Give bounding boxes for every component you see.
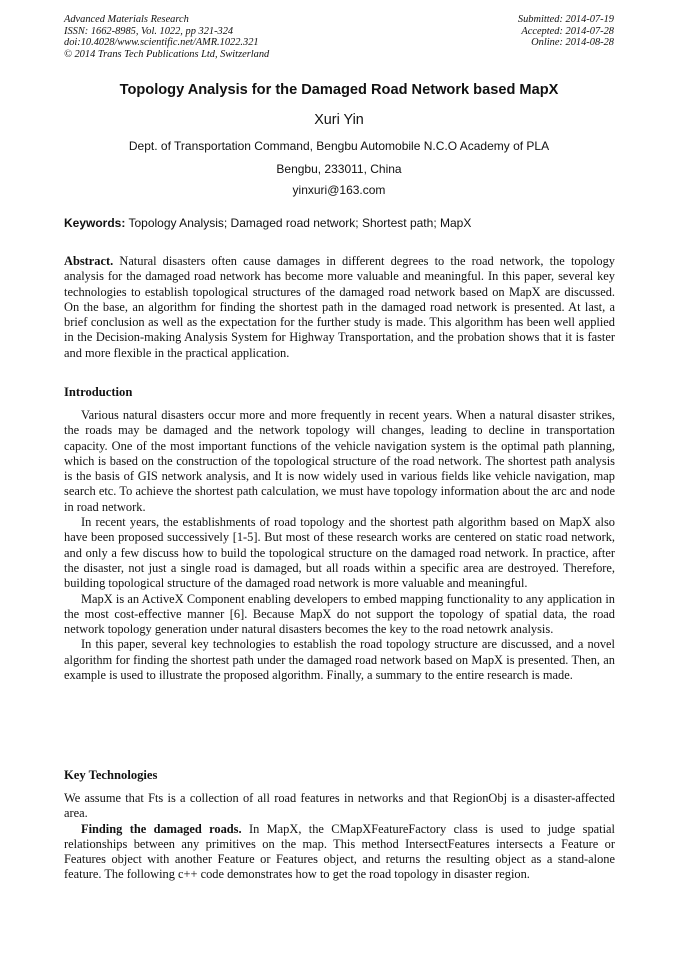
affiliation-department: Dept. of Transportation Command, Bengbu Automobile N.C.O Academy of PLA xyxy=(128,139,550,153)
intro-paragraph: MapX is an ActiveX Component enabling developers to embed mapping functionality to any application in the most cost-effective manner [6]. Because MapX do not support the topology of spatial data, the road network topology generation under natural disasters becomes the key to the road netowrk analysis. xyxy=(64,591,615,637)
abstract-label: Abstract. xyxy=(64,254,114,268)
key-technologies-heading: Key Technologies xyxy=(64,768,158,782)
kt-paragraph-damaged-roads xyxy=(64,822,615,883)
issn-line: ISSN: 1662-8985, Vol. 1022, pp 321-324 xyxy=(64,25,234,37)
introduction-body xyxy=(64,408,615,683)
author-name: Xuri Yin xyxy=(314,112,364,128)
keywords xyxy=(64,216,616,230)
author-email: yinxuri@163.com xyxy=(292,183,386,197)
journal-header xyxy=(64,14,269,60)
intro-paragraph: Various natural disasters occur more and more frequently in recent years. When a natural disaster strikes, the roads may be damaged and the network topology will changes, leading to decline in transportation capacity. One of the most important functions of the vehicle navigation system is the optimal path planning, which is based on the construction of the topological structure of the road network. The shortest path analysis is the basis of GIS network analysis, and It is now widely used in various fields like vehicle navigation, map search etc. To achieve the shortest path calculation, we must have topology information about the arc and node in road network. xyxy=(64,408,615,514)
abstract xyxy=(64,254,615,361)
damaged-roads-label: Finding the damaged roads. xyxy=(81,821,242,836)
keywords-text: Topology Analysis; Damaged road network; Shortest path; MapX xyxy=(125,216,472,230)
online-date: Online: 2014-08-28 xyxy=(531,37,614,49)
intro-paragraph: In recent years, the establishments of road topology and the shortest path algorithm based on MapX also have been proposed successively [1-5]. But most of these research works are centered on static road network, and only a few discuss how to build the topological structure on the damaged road network. In practice, after the disaster, not just a single road is damaged, but all roads within a specific area are destroyed. Therefore, building topological structure of the damaged road network is more valuable and meaningful. xyxy=(64,515,615,591)
affiliation-city: Bengbu, 233011, China xyxy=(276,162,402,176)
abstract-text: Natural disasters often cause damages in different degrees to the road network, the topology analysis for the damaged road network has become more valuable and meaningful. In this paper, several key technologies to establish topological structures of the damaged road network based on MapX are discussed. On the base, an algorithm for finding the shortest path in the damaged road network is presented. At last, a brief conclusion as well as the expectation for the further study is made. This algorithm has been well applied in the Decision-making Analysis System for Highway Transportation, and the probation shows that it is faster and more flexible in the practical application. xyxy=(64,254,615,360)
dates-header xyxy=(518,14,614,49)
introduction-heading: Introduction xyxy=(64,385,133,399)
keywords-label: Keywords: xyxy=(64,216,126,230)
key-technologies-body xyxy=(64,791,615,883)
intro-paragraph: In this paper, several key technologies to establish the road topology structure are discussed, and a novel algorithm for finding the shortest path under the damaged road network based on MapX is presented. Then, an example is used to illustrate the proposed algorithm. Finally, a summary to the entire research is made. xyxy=(64,637,615,683)
copyright-line: © 2014 Trans Tech Publications Ltd, Switzerland xyxy=(64,48,270,60)
damaged-roads-text: In MapX, the CMapXFeatureFactory class is used to judge spatial relationships between any primitives on the map. This method IntersectFeatures intersects a Feature or Features object with another Feature or Features object, and returns the resulting object as a stand-alone feature. The following c++ code demonstrates how to get the road topology in disaster region. xyxy=(64,821,615,882)
kt-paragraph: We assume that Fts is a collection of all road features in networks and that RegionObj is a disaster-affected area. xyxy=(64,791,615,821)
paper-title: Topology Analysis for the Damaged Road Network based MapX xyxy=(119,82,559,98)
journal-name: Advanced Materials Research xyxy=(64,14,189,25)
doi-line: doi:10.4028/www.scientific.net/AMR.1022.321 xyxy=(64,37,259,49)
accepted-date: Accepted: 2014-07-28 xyxy=(521,25,614,37)
submitted-date: Submitted: 2014-07-19 xyxy=(517,14,614,25)
